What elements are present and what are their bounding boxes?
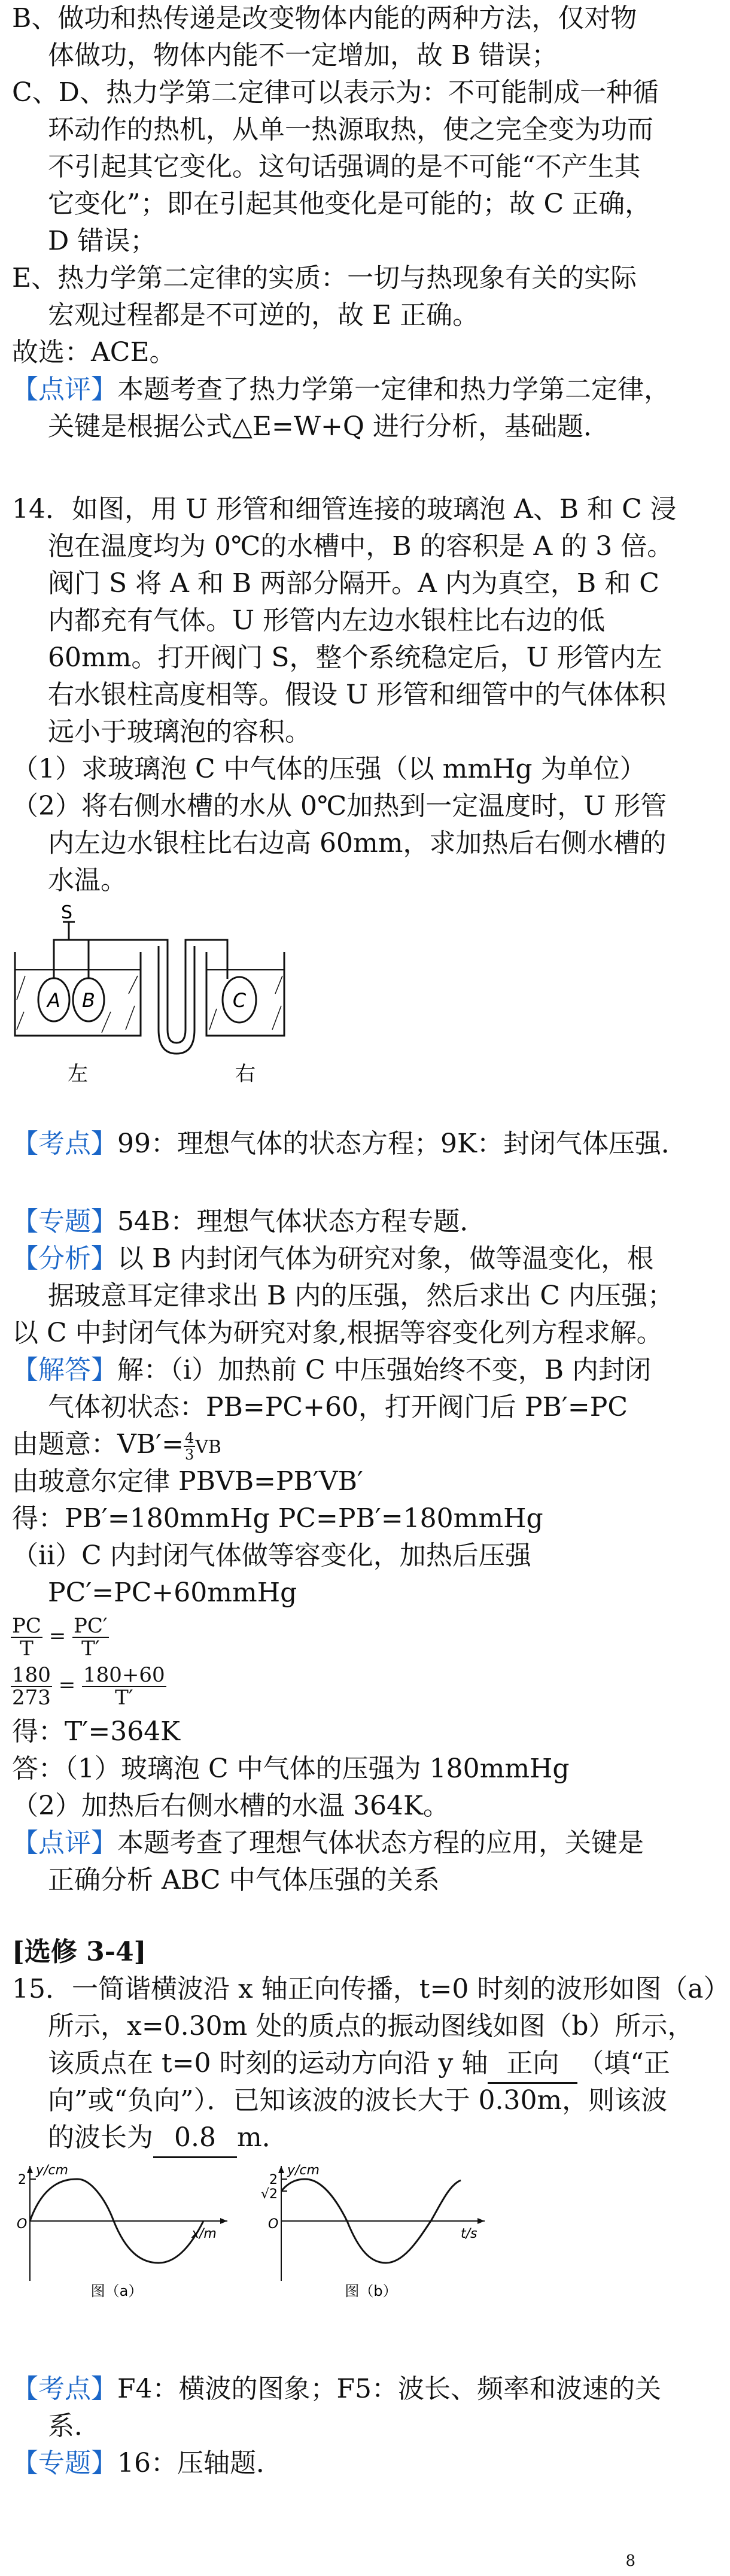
text-line: 气体初状态：PB=PC+60，打开阀门后 PB′=PC <box>48 1392 628 1422</box>
fenxi-line <box>12 1240 653 1278</box>
comment-tag: 【点评】 <box>12 1828 117 1858</box>
y-axis-label: y/cm <box>287 2163 320 2178</box>
label-s: S <box>61 902 73 923</box>
u-tube-apparatus-figure <box>12 902 287 1090</box>
zhuanti-text: 16：压轴题． <box>117 2448 282 2478</box>
kaodian-tag: 【考点】 <box>12 1128 117 1159</box>
text-line: 体做功，物体内能不一定增加，故 B 错误； <box>48 40 558 71</box>
fraction <box>184 1430 195 1463</box>
figure-caption: 图（b） <box>345 2283 397 2299</box>
y-tick-label: 2 <box>269 2173 278 2187</box>
kaodian-text: F4：横波的图象；F5：波长、频率和波速的关 <box>117 2374 662 2404</box>
text-line: D 错误； <box>48 226 157 256</box>
comment-text: 本题考查了热力学第一定律和热力学第二定律， <box>117 374 670 405</box>
numerator: 180+60 <box>83 1663 165 1687</box>
text-line: 泡在温度均为 0℃的水槽中，B 的容积是 A 的 3 倍。 <box>48 531 674 562</box>
answer-blank: 正向 <box>488 2045 577 2084</box>
comment-line <box>12 371 670 408</box>
equation-1 <box>11 1615 109 1659</box>
text-line <box>48 2119 288 2158</box>
kaodian-text: 99：理想气体的状态方程；9K：封闭气体压强． <box>117 1128 688 1159</box>
denominator: 273 <box>12 1686 51 1710</box>
zhuanti-line <box>12 2445 282 2482</box>
origin-label: O <box>268 2217 279 2232</box>
text-line: 阀门 S 将 A 和 B 两部分隔开。A 内为真空，B 和 C <box>48 568 659 599</box>
denominator: T′ <box>115 1686 133 1710</box>
comment-line <box>12 1825 644 1862</box>
text-line: 右水银柱高度相等。假设 U 形管和细管中的气体体积 <box>48 679 667 710</box>
text-line: 关键是根据公式△E=W+Q 进行分析，基础题． <box>48 411 610 442</box>
text-line: PC′=PC+60mmHg <box>48 1577 297 1608</box>
text-line: 得：T′=364K <box>12 1716 181 1747</box>
label-c: C <box>232 989 247 1012</box>
text-line: 内都充有气体。U 形管内左边水银柱比右边的低 <box>48 605 606 636</box>
text-line: （1）求玻璃泡 C 中气体的压强（以 mmHg 为单位） <box>12 754 646 784</box>
question-14-line: 14．如图，用 U 形管和细管连接的玻璃泡 A、B 和 C 浸 <box>12 494 677 524</box>
answer-blank: 0.8 <box>153 2119 237 2158</box>
question-15-line: 15．一简谐横波沿 x 轴正向传播，t=0 时刻的波形如图（a） <box>12 1974 730 2004</box>
equation-2 <box>11 1664 166 1709</box>
comment-tag: 【点评】 <box>12 374 117 405</box>
text-line: 环动作的热机，从单一热源取热，使之完全变为功而 <box>48 114 653 145</box>
text-line: 答：（1）玻璃泡 C 中气体的压强为 180mmHg <box>12 1753 570 1784</box>
equals: = <box>48 1624 66 1648</box>
label-left: 左 <box>68 1062 88 1086</box>
text-span: VB <box>195 1437 221 1458</box>
comment-text: 本题考查了理想气体状态方程的应用，关键是 <box>117 1828 644 1858</box>
text-line: 系． <box>48 2411 101 2441</box>
text-span: m． <box>237 2122 288 2153</box>
text-line: 向”或“负向”）．已知该波的波长大于 0.30m，则该波 <box>48 2085 668 2116</box>
numerator: 180 <box>12 1663 51 1687</box>
fenxi-text: 以 B 内封闭气体为研究对象，做等温变化，根 <box>117 1243 654 1274</box>
label-a: A <box>47 989 60 1012</box>
kaodian-line <box>12 2371 661 2408</box>
page-number: 8 <box>625 2552 635 2570</box>
y-axis-label: y/cm <box>36 2163 68 2178</box>
zhuanti-tag: 【专题】 <box>12 1206 117 1237</box>
text-line: B、做功和热传递是改变物体内能的两种方法，仅对物 <box>12 3 637 34</box>
kaodian-line <box>12 1125 688 1163</box>
x-axis-label: t/s <box>461 2226 477 2241</box>
section-heading: [选修 3-4] <box>12 1937 147 1967</box>
zhuanti-tag: 【专题】 <box>12 2448 117 2478</box>
text-line: 60mm。打开阀门 S，整个系统稳定后，U 形管内左 <box>48 642 662 673</box>
text-line: 不引起其它变化。这句话强调的是不可能“不产生其 <box>48 151 641 182</box>
zhuanti-text: 54B：理想气体状态方程专题． <box>117 1206 486 1237</box>
text-line: 宏观过程都是不可逆的，故 E 正确。 <box>48 300 479 330</box>
denominator: T′ <box>81 1637 100 1661</box>
text-line: 由玻意尔定律 PBVB=PB′VB′ <box>12 1466 363 1497</box>
equals: = <box>58 1673 76 1697</box>
text-span: （填“正 <box>577 2048 670 2079</box>
denominator: 3 <box>184 1446 194 1463</box>
text-line: （2）加热后右侧水槽的水温 364K。 <box>12 1791 449 1821</box>
wave-graph-a <box>12 2161 239 2305</box>
label-right: 右 <box>235 1062 256 1086</box>
text-line: 正确分析 ABC 中气体压强的关系 <box>48 1865 440 1895</box>
text-line: 以 C 中封闭气体为研究对象,根据等容变化列方程求解。 <box>12 1318 663 1348</box>
text-line <box>12 1426 221 1466</box>
text-span: 由题意：VB′= <box>12 1429 184 1460</box>
text-line: 据玻意耳定律求出 B 内的压强，然后求出 C 内压强； <box>48 1281 674 1311</box>
text-line: C、D、热力学第二定律可以表示为：不可能制成一种循 <box>12 77 659 108</box>
answer-line: 故选：ACE。 <box>12 337 176 368</box>
fenxi-tag: 【分析】 <box>12 1243 117 1274</box>
text-line: 所示，x=0.30m 处的质点的振动图线如图（b）所示， <box>48 2011 694 2041</box>
zhuanti-line <box>12 1203 486 1240</box>
u-tube <box>159 946 194 1054</box>
denominator: T <box>20 1637 34 1661</box>
jieda-text: 解：（i）加热前 C 中压强始终不变，B 内封闭 <box>117 1355 652 1385</box>
text-span: 的波长为 <box>48 2122 153 2153</box>
vibration-graph-b <box>251 2161 491 2305</box>
text-line: （2）将右侧水槽的水从 0℃加热到一定温度时，U 形管 <box>12 791 667 821</box>
text-line <box>48 2045 670 2084</box>
jieda-line <box>12 1352 651 1389</box>
text-line: E、热力学第二定律的实质：一切与热现象有关的实际 <box>12 263 637 293</box>
y-tick-label: 2 <box>18 2173 26 2187</box>
text-line: 它变化”；即在引起其他变化是可能的；故 C 正确， <box>48 189 652 219</box>
text-line: （ii）C 内封闭气体做等容变化，加热后压强 <box>12 1540 531 1571</box>
numerator: 4 <box>184 1429 194 1446</box>
text-line: 远小于玻璃泡的容积。 <box>48 717 311 747</box>
label-b: B <box>82 989 95 1012</box>
x-axis-label: x/m <box>191 2226 217 2241</box>
jieda-tag: 【解答】 <box>12 1355 117 1385</box>
numerator: PC <box>12 1614 41 1638</box>
kaodian-tag: 【考点】 <box>12 2374 117 2404</box>
text-line: 水温。 <box>48 865 127 896</box>
figure-caption: 图（a） <box>90 2283 143 2299</box>
text-line: 内左边水银柱比右边高 60mm，求加热后右侧水槽的 <box>48 828 667 858</box>
text-line: 得：PB′=180mmHg PC=PB′=180mmHg <box>12 1503 543 1534</box>
origin-label: O <box>17 2217 28 2232</box>
y-tick-label: √2 <box>261 2187 278 2202</box>
numerator: PC′ <box>74 1614 108 1638</box>
text-span: 该质点在 t=0 时刻的运动方向沿 y 轴 <box>48 2048 488 2079</box>
